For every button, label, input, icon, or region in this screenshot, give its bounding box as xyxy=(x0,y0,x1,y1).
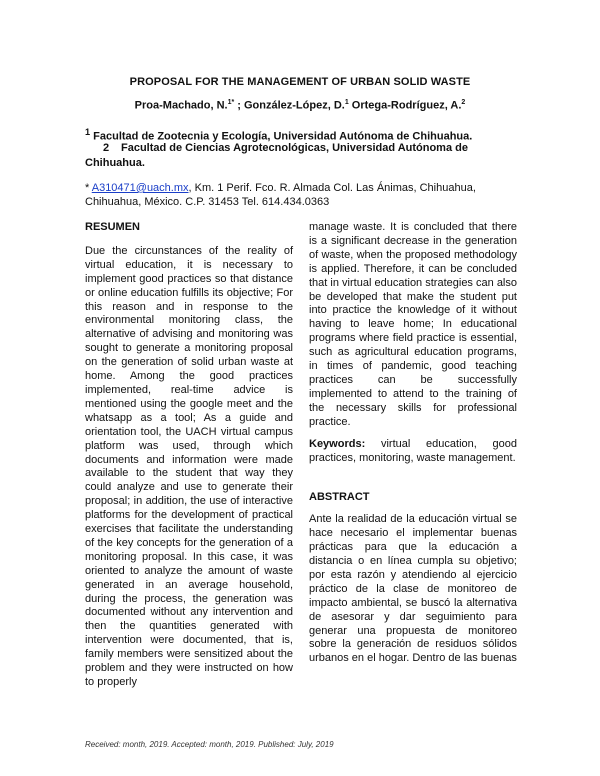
keywords xyxy=(309,438,517,466)
contact-asterisk: * xyxy=(85,182,92,194)
left-column xyxy=(85,221,293,690)
author-3-affil-mark: 2 xyxy=(461,99,466,106)
affiliation-2 xyxy=(85,141,515,171)
contact-address: , Km. 1 Perif. Fco. R. Almada Col. Las Ánimas, Chihuahua, Chihuahua, México. C.P. 31453 Tel. 614.434.0363 xyxy=(85,182,476,208)
contact-email-link[interactable]: A310471@uach.mx xyxy=(91,182,189,194)
author-1-affil-mark: 1* xyxy=(227,99,235,106)
publication-dates-footer: Received: month, 2019. Accepted: month, 2019. Published: July, 2019 xyxy=(85,740,334,749)
resumen-text-left: Due the circunstances of the reality of virtual education, it is necessary to implement good practices so that distance or online education fulfills its objective; For this reason and in response to the environmental monitoring class, the alternative of advising and monitoring was sought to generate a monitoring proposal on the generation of solid urban waste at home. Among the good practices implemented, real-time advice is mentioned using the google meet and the whatsapp as a tool; As a guide and orientation tool, the UACH virtual campus platform was used, through which documents and information were made available to the student that way they could analyze and use to generate their proposal; in addition, the use of interactive platforms for the development of practical exercises that facilitate the understanding of the key concepts for the generation of a monitoring proposal. In this case, it was oriented to analyze the amount of waste generated in an average household, during the process, the generation was documented without any intervention and then the quantities generated with intervention were documented, that is, family members were sensitized about the problem and they were instructed on how to properly xyxy=(85,244,293,688)
author-3: Ortega-Rodríguez, A. xyxy=(351,99,462,112)
affiliation-1-number: 1 xyxy=(85,127,91,137)
affiliation-2-number: 2 xyxy=(103,142,110,154)
keywords-label: Keywords: xyxy=(309,437,366,450)
abstract-text: Ante la realidad de la educación virtual se hace necesario el implementar buenas prácticas para que la educación a distancia o en línea cumpla su objetivo; por esta razón y atendiendo al ejercicio práctico de la clase de monitoreo de impacto ambiental, se buscó la alternativa de asesorar y dar seguimiento para generar una propuesta de monitoreo sobre la generación de residuos sólidos urbanos en el hogar. Dentro de las buenas xyxy=(309,513,517,665)
author-1: Proa-Machado, N. xyxy=(134,99,228,112)
resumen-text-right: manage waste. It is concluded that there is a significant decrease in the generation of waste, when the proposed methodology is applied. Therefore, it can be concluded that in virtual education strategies can also be developed that make the student put into practice the knowledge of it without having to leave home; In educational programs where field practice is essential, such as agricultural education programs, in times of pandemic, good teaching practices can be successfully implemented to attend to the training of the necessary skills for professional practice. xyxy=(309,221,517,428)
paper-title: PROPOSAL FOR THE MANAGEMENT OF URBAN SOLID WASTE xyxy=(129,76,471,88)
keywords-text: virtual education, good practices, monitoring, waste management. xyxy=(309,437,517,464)
author-2: ; González-López, D. xyxy=(237,99,345,112)
resumen-heading: RESUMEN xyxy=(85,221,141,233)
author-2-affil-mark: 1 xyxy=(344,99,349,106)
author-line xyxy=(0,99,600,112)
abstract-heading: ABSTRACT xyxy=(309,491,370,504)
affiliation-1-text: Facultad de Zootecnia y Ecología, Universidad Autónoma de Chihuahua. xyxy=(93,130,473,143)
affiliation-2-text: Facultad de Ciencias Agrotecnológicas, Universidad Autónoma de Chihuahua. xyxy=(85,142,468,169)
right-column xyxy=(309,221,517,666)
corresponding-contact xyxy=(85,181,515,209)
